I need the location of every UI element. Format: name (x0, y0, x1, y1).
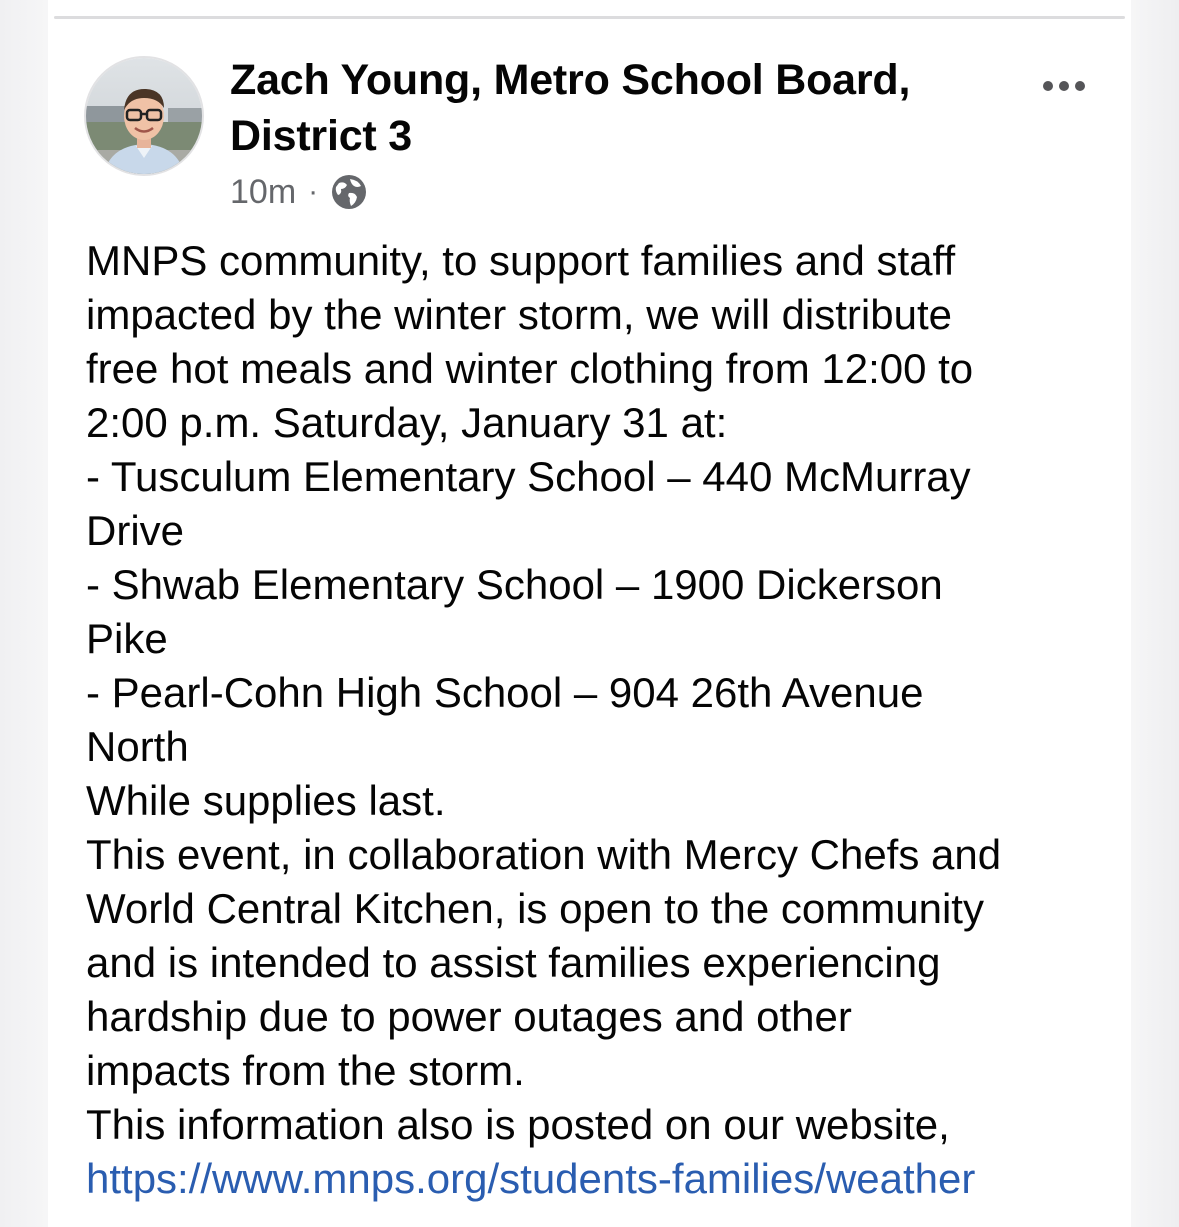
more-options-icon-dot (1075, 81, 1085, 91)
post-card (48, 0, 1131, 1227)
meta-separator: · (308, 175, 319, 208)
author-name[interactable] (230, 52, 970, 164)
post-body-line: free hot meals and winter clothing from 12:00 to (86, 345, 974, 392)
post-body-line: While supplies last. (86, 777, 446, 824)
post-body-line: This information also is posted on our website, (86, 1101, 950, 1148)
post-body-line: World Central Kitchen, is open to the community (86, 885, 984, 932)
post-meta (230, 170, 368, 214)
post-body-line: impacted by the winter storm, we will distribute (86, 291, 952, 338)
top-divider (54, 16, 1125, 19)
post-body (86, 234, 1116, 1206)
post-body-line: Pike (86, 615, 168, 662)
post-body-line: - Pearl-Cohn High School – 904 26th Avenue (86, 669, 924, 716)
post-timestamp[interactable]: 10m (230, 172, 297, 211)
author-name-line1: Zach Young, Metro School Board, (230, 56, 911, 104)
avatar-photo (86, 58, 202, 174)
author-name-line2: District 3 (230, 112, 413, 160)
post-body-line: - Shwab Elementary School – 1900 Dickerson (86, 561, 943, 608)
post-body-line: impacts from the storm. (86, 1047, 525, 1094)
post-body-line: - Tusculum Elementary School – 440 McMurray (86, 453, 971, 500)
post-body-line: hardship due to power outages and other (86, 993, 852, 1040)
post-body-line: and is intended to assist families experiencing (86, 939, 941, 986)
post-body-line: MNPS community, to support families and staff (86, 237, 956, 284)
globe-icon[interactable] (330, 173, 368, 211)
post-body-line: North (86, 723, 189, 770)
post-body-line: This event, in collaboration with Mercy Chefs and (86, 831, 1002, 878)
more-options-icon-dot (1059, 81, 1069, 91)
post-body-line: Drive (86, 507, 185, 554)
author-avatar[interactable] (84, 56, 204, 176)
more-options-button[interactable] (1034, 66, 1094, 106)
more-options-icon (1043, 81, 1053, 91)
post-body-line: 2:00 p.m. Saturday, January 31 at: (86, 399, 728, 446)
post-link[interactable]: https://www.mnps.org/students-families/weather (86, 1155, 976, 1202)
